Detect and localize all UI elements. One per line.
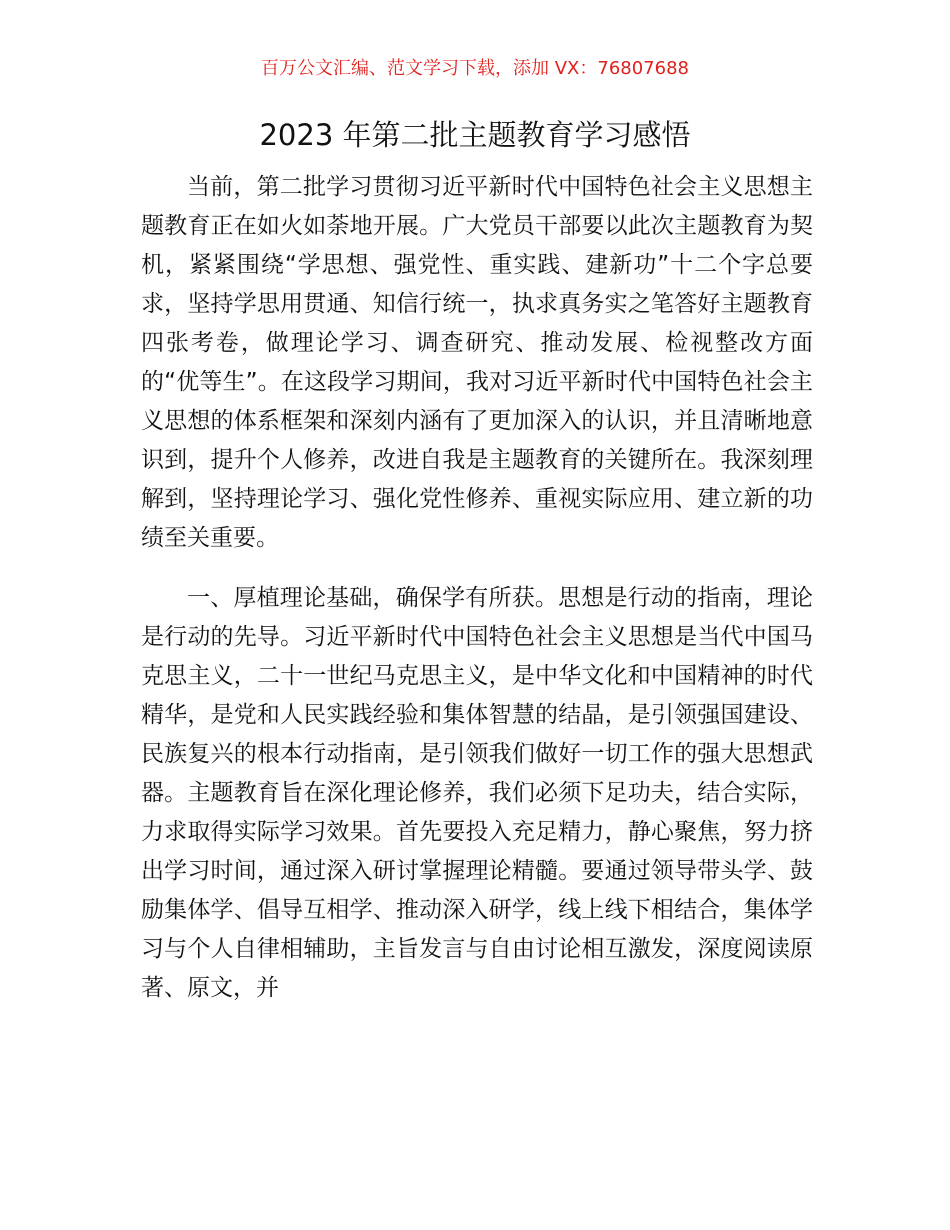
document-title: 2023 年第二批主题教育学习感悟 — [259, 118, 691, 152]
header-promo-note: 百万公文汇编、范文学习下载，添加 VX：76807688 — [261, 58, 689, 79]
paragraph-intro: 当前，第二批学习贯彻习近平新时代中国特色社会主义思想主题教育正在如火如荼地开展。广大党员干部要以此次主题教育为契机，紧紧围绕“学思想、强党性、重实践、建新功”十二个字总要求，坚持学思用贯通、知信行统一，执求真务实之笔答好主题教育四张考卷，做理论学习、调查研究、推动发展、检视整改方面的“优等生”。在这段学习期间，我对习近平新时代中国特色社会主义思想的体系框架和深刻内涵有了更加深入的认识，并且清晰地意识到，提升个人修养，改进自我是主题教育的关键所在。我深刻理解到，坚持理论学习、强化党性修养、重视实际应用、建立新的功绩至关重要。 — [141, 174, 813, 551]
document-body — [141, 168, 813, 1008]
paragraph-section-one: 一、厚植理论基础，确保学有所获。思想是行动的指南，理论是行动的先导。习近平新时代中国特色社会主义思想是当代中国马克思主义，二十一世纪马克思主义，是中华文化和中国精神的时代精华，是党和人民实践经验和集体智慧的结晶，是引领强国建设、民族复兴的根本行动指南，是引领我们做好一切工作的强大思想武器。主题教育旨在深化理论修养，我们必须下足功夫，结合实际，力求取得实际学习效果。首先要投入充足精力，静心聚焦，努力挤出学习时间，通过深入研讨掌握理论精髓。要通过领导带头学、鼓励集体学、倡导互相学、推动深入研学，线上线下相结合，集体学习与个人自律相辅助，主旨发言与自由讨论相互激发，深度阅读原著、原文，并 — [141, 585, 813, 1001]
